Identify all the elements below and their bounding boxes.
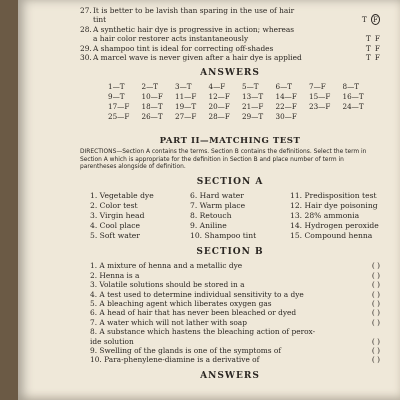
- page-content: [80, 0, 380, 385]
- answer-blank[interactable]: ( ): [371, 270, 380, 280]
- term-item: 14. Hydrogen peroxide: [290, 221, 379, 231]
- tf-question-line: [80, 15, 380, 24]
- answer-cell: 22—F: [275, 102, 297, 112]
- answer-blank[interactable]: ( ): [371, 317, 380, 327]
- term-item: 13. 28% ammonia: [290, 211, 360, 221]
- definition-line: [80, 355, 380, 364]
- true-false-list: [80, 6, 380, 62]
- definition-line: [80, 290, 380, 299]
- tf-options: [362, 34, 380, 43]
- answer-blank[interactable]: ( ): [371, 355, 380, 365]
- directions-text: DIRECTIONS—Section A contains the terms. Section B contains the definitions. Select the term in Section A which is appropriate for the definition in Section B and place number of term in parentheses alongside of definition.: [80, 149, 367, 171]
- tf-options: [362, 44, 380, 53]
- definition-text: 9. Swelling of the glands is one of the symptoms of: [90, 345, 282, 355]
- answer-cell: 19—T: [175, 102, 197, 112]
- question-number: 30.: [80, 53, 92, 63]
- answer-cell: 7—F: [309, 82, 326, 92]
- definition-line: [80, 327, 380, 336]
- answer-cell: 29—T: [242, 112, 264, 122]
- definition-line: [80, 299, 380, 308]
- term-item: 11. Predisposition test: [290, 191, 377, 201]
- answer-blank[interactable]: ( ): [371, 298, 380, 308]
- answer-cell: 27—F: [175, 112, 197, 122]
- definition-line: [80, 318, 380, 327]
- answer-cell: 1—T: [108, 82, 125, 92]
- question-text: A shampoo tint is ideal for correcting off-shades: [93, 43, 274, 53]
- answer-cell: 6—T: [275, 82, 293, 92]
- answer-cell: 20—F: [208, 102, 230, 112]
- answer-cell: 9—T: [108, 92, 125, 102]
- definition-text: 5. A bleaching agent which liberates oxygen gas: [90, 298, 272, 308]
- answer-cell: 2—T: [141, 82, 159, 92]
- answer-cell: 3—T: [175, 82, 192, 92]
- term-item: 12. Hair dye poisoning: [290, 201, 378, 211]
- question-number: 27.: [80, 6, 92, 15]
- term-item: 6. Hard water: [190, 191, 244, 201]
- answer-cell: 25—F: [108, 112, 130, 122]
- part2-title: PART II—MATCHING TEST: [159, 136, 301, 147]
- definition-text: 1. A mixture of henna and a metallic dye: [90, 261, 243, 271]
- bottom-answers-heading: ANSWERS: [200, 370, 260, 381]
- term-item: 3. Virgin head: [90, 211, 145, 221]
- term-item: 8. Retouch: [190, 211, 232, 221]
- answer-cell: [309, 112, 343, 122]
- definition-text: 4. A test used to determine individual sensitivity to a dye: [90, 289, 304, 299]
- tf-option: T: [365, 43, 371, 53]
- tf-options: [362, 53, 380, 62]
- answer-cell: 28—F: [208, 112, 230, 122]
- definition-text: 6. A head of hair that has never been bleached or dyed: [90, 308, 297, 318]
- answer-blank[interactable]: ( ): [371, 280, 380, 290]
- term-item: 15. Compound henna: [290, 231, 373, 241]
- question-text: It is better to be lavish than sparing in the use of hair: [93, 6, 295, 15]
- question-number: 29.: [80, 43, 92, 53]
- answer-cell: 13—T: [242, 92, 264, 102]
- answer-cell: 15—F: [309, 92, 331, 102]
- answer-cell: 17—F: [108, 102, 130, 112]
- definition-text: 8. A substance which hastens the bleaching action of perox-: [90, 327, 316, 337]
- tf-option: T: [365, 53, 371, 63]
- tf-question-line: [80, 53, 380, 62]
- answer-cell: 11—F: [175, 92, 197, 102]
- answer-cell: 18—T: [141, 102, 163, 112]
- definition-text: 7. A water which will not lather with soap: [90, 317, 247, 327]
- answer-cell: 26—T: [141, 112, 163, 122]
- answer-cell: 4—F: [208, 82, 226, 92]
- answer-cell: 12—F: [208, 92, 230, 102]
- tf-options: [358, 15, 380, 24]
- question-text: A synthetic hair dye is progressive in action; whereas: [93, 24, 295, 34]
- term-item: 7. Warm place: [190, 201, 246, 211]
- definition-line: [80, 346, 380, 355]
- answer-cell: 30—F: [275, 112, 297, 122]
- term-item: 4. Cool place: [90, 221, 141, 231]
- answer-cell: 16—T: [342, 92, 364, 102]
- answer-cell: 10—F: [141, 92, 163, 102]
- answer-cell: 14—F: [275, 92, 297, 102]
- answer-blank[interactable]: ( ): [371, 345, 380, 355]
- definition-line: [80, 271, 380, 280]
- tf-question-line: [80, 6, 380, 15]
- answer-cell: 24—T: [342, 102, 364, 112]
- answer-cell: 23—F: [309, 102, 331, 112]
- tf-option: F: [374, 34, 380, 44]
- section-b-heading: SECTION B: [196, 247, 264, 258]
- section-b-list: [80, 261, 380, 364]
- question-text: A marcel wave is never given after a hair dye is applied: [93, 53, 302, 63]
- tf-option: T: [365, 34, 371, 44]
- answer-blank[interactable]: ( ): [371, 308, 380, 318]
- term-item: 9. Aniline: [190, 221, 227, 231]
- tf-option: F: [374, 43, 380, 53]
- answer-cell: 5—T: [242, 82, 259, 92]
- definition-text: ide solution: [90, 336, 134, 346]
- definition-text: 3. Volatile solutions should be stored in a: [90, 280, 245, 290]
- question-text: tint: [93, 15, 107, 25]
- tf-question-line: [80, 25, 380, 34]
- answer-blank[interactable]: ( ): [371, 261, 380, 271]
- answer-cell: 8—T: [342, 82, 360, 92]
- answer-cell: [343, 112, 377, 122]
- tf-option: F: [374, 53, 380, 63]
- section-a-grid: [90, 191, 380, 241]
- answers-grid: [108, 82, 376, 122]
- answer-blank[interactable]: ( ): [371, 289, 380, 299]
- answers-heading: ANSWERS: [200, 68, 260, 79]
- question-text: a hair color restorer acts instantaneously: [93, 34, 249, 44]
- tf-option: T: [361, 15, 367, 25]
- term-item: 5. Soft water: [90, 231, 140, 241]
- tf-question-line: [80, 34, 380, 43]
- term-item: 10. Shampoo tint: [190, 231, 257, 241]
- term-item: 1. Vegetable dye: [90, 191, 154, 201]
- answer-blank[interactable]: ( ): [371, 336, 380, 346]
- term-item: 2. Color test: [90, 201, 138, 211]
- definition-line: [80, 280, 380, 289]
- definition-text: 10. Para-phenylene-diamine is a derivative of: [90, 355, 260, 365]
- definition-line: [80, 261, 380, 270]
- section-a-heading: SECTION A: [196, 177, 264, 188]
- tf-question-line: [80, 44, 380, 53]
- definition-text: 2. Henna is a: [90, 270, 140, 280]
- book-page: [18, 0, 400, 400]
- question-number: 28.: [80, 24, 92, 34]
- tf-option: F: [372, 15, 378, 25]
- answer-cell: 21—F: [242, 102, 264, 112]
- definition-line: [80, 337, 380, 346]
- definition-line: [80, 308, 380, 317]
